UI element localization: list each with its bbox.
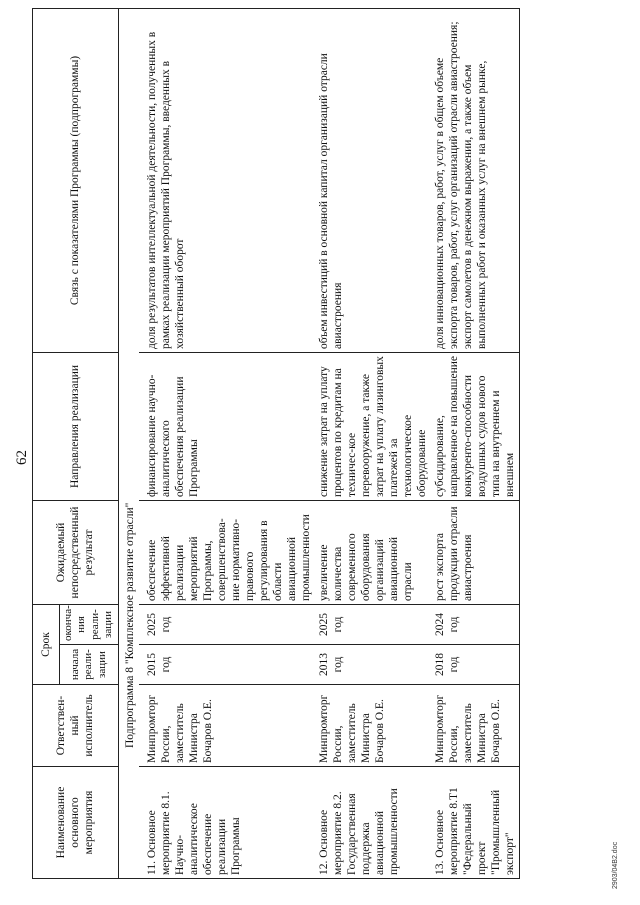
end-year-cell: 2025 год [315,604,431,644]
start-year-cell: 2015 год [139,645,315,685]
end-year-cell: 2024 год [431,604,520,644]
measure-name: Основное мероприятие 8.1. Научно-аналитическое обеспечение реализации Программы [145,791,242,875]
measure-name-cell [431,767,520,879]
link-cell: доля инновационных товаров, работ, услуг в общем объеме экспорта товаров, работ, услуг организаций отрасли авиастроения; экспорт самолетов в денежном выражении, а также объем выполненных работ и оказанных услуг на внешнем рынке, [431,8,520,352]
start-year-cell: 2018 год [431,645,520,685]
executor-cell: Минпромторг России, заместитель Министра Бочаров О.Е. [315,685,431,767]
result-cell: обеспечение эффективной реализации мероприятий Программы, совершенствова-ние нормативно-правового регулирования в области авиационной промышленности [139,500,315,604]
header-result: Ожидаемый непосредственный результат [33,500,119,604]
header-start: начала реали-зации [60,645,119,685]
row-number: 12. [317,860,330,875]
table-row [315,8,431,878]
executor-cell: Минпромторг России, заместитель Министра Бочаров О.Е. [431,685,520,767]
measure-name: Основное мероприятие 8.2. Государственная поддержка авиационной промышленности [317,788,400,875]
row-number: 11. [145,861,158,875]
link-cell: доля результатов интеллектуальной деятельности, полученных в рамках реализации мероприятий Программы, введенных в хозяйственный оборот [139,8,315,352]
directions-cell: субсидирование, направленное на повышение конкуренто-способности воздушных судов нового типа на внутреннем и внешнем [431,352,520,500]
measure-name: Основное мероприятие 8.Т1 "Федеральный проект "Промышленный экспорт" [433,787,517,875]
table-row [139,8,315,878]
link-cell: объем инвестиций в основной капитал организаций отрасли авиастроения [315,8,431,352]
measure-name-cell [139,767,315,879]
result-cell: увеличение количества современного оборудования организаций авиационной отрасли [315,500,431,604]
header-directions: Направления реализации [33,352,119,500]
measure-name-cell [315,767,431,879]
measures-table [32,8,520,879]
directions-cell: снижение затрат на уплату процентов по кредитам на техничес-кое перевооружение, а также затрат на уплату лизинговых платежей за технологическое оборудование [315,352,431,500]
result-cell: рост экспорта продукции отрасли авиастроения [431,500,520,604]
header-executor: Ответствен-ный исполнитель [33,685,119,767]
row-number: 13. [433,860,446,875]
footer-file-code: 2903/04В2.doc [612,841,619,889]
table-row [431,8,520,878]
header-term: Срок [33,604,60,684]
header-name: Наименование основного мероприятия [33,767,119,879]
directions-cell: финансирование научно-аналитического обеспечения реализации Программы [139,352,315,500]
page-number: 62 [14,450,30,465]
executor-cell: Минпромторг России, заместитель Министра Бочаров О.Е. [139,685,315,767]
start-year-cell: 2013 год [315,645,431,685]
header-end: оконча-ния реали-зации [60,604,119,644]
end-year-cell: 2025 год [139,604,315,644]
header-link: Связь с показателями Программы (подпрограммы) [33,8,119,352]
subprogram-title: Подпрограмма 8 "Комплексное развитие отрасли" [118,8,139,878]
subprogram-row [118,8,139,878]
